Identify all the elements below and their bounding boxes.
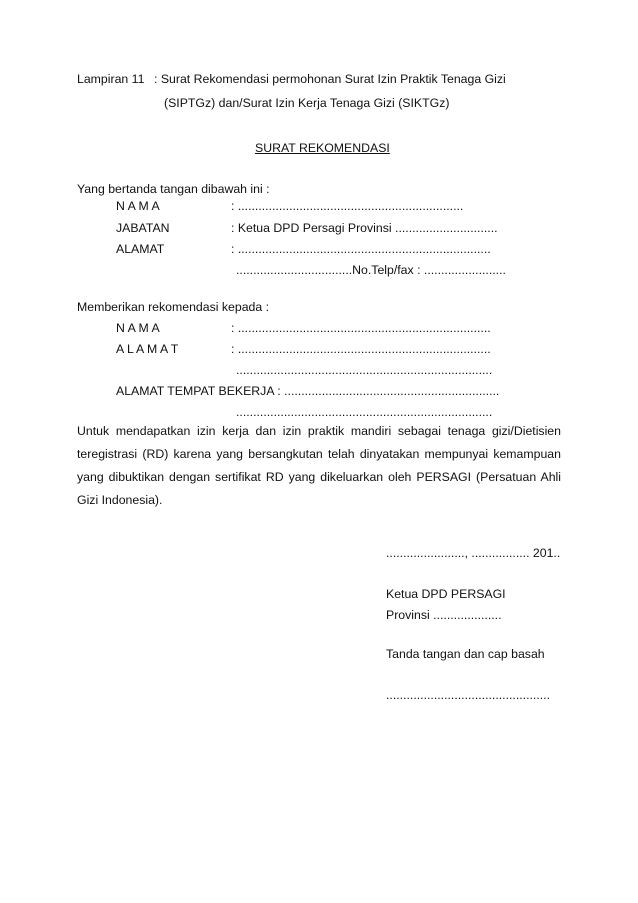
attachment-title-line1: : Surat Rekomendasi permohonan Surat Izin Praktik Tenaga Gizi — [154, 72, 506, 86]
signer-phone-field: ..................................No.Telp/fax : ........................ — [236, 263, 506, 277]
signature-line: ................................................ — [386, 688, 550, 702]
recipient-name-label: N A M A — [116, 321, 160, 335]
signer-title: Ketua DPD PERSAGI — [386, 587, 506, 601]
signer-address-label: ALAMAT — [116, 242, 165, 256]
signer-province-field: Provinsi .................... — [386, 608, 502, 622]
signer-position-label: JABATAN — [116, 221, 170, 235]
signer-intro: Yang bertanda tangan dibawah ini : — [77, 182, 270, 196]
attachment-label: Lampiran 11 — [77, 72, 145, 86]
date-place-field: ......................., ................. 201.. — [386, 546, 561, 560]
document-title: SURAT REKOMENDASI — [255, 141, 390, 155]
recipient-name-field: : .......................................................................... — [231, 321, 491, 335]
signer-name-field: : .................................................................. — [231, 199, 464, 213]
workplace-address-label: ALAMAT TEMPAT BEKERJA : ............................................................... — [116, 384, 500, 398]
workplace-address-field: ............................................................... — [284, 384, 500, 398]
body-paragraph: Untuk mendapatkan izin kerja dan izin praktik mandiri sebagai tenaga gizi/Dietisien teregistrasi (RD) karena yang bersangkutan telah dinyatakan mempunyai kemampuan yang dibuktikan dengan sertifikat RD yang dikeluarkan oleh PERSAGI (Persatuan Ahli Gizi Indonesia). — [77, 424, 561, 507]
recipient-address-label: A L A M A T — [116, 342, 179, 356]
recipient-address-field: : .......................................................................... — [231, 342, 491, 356]
signer-position-field: : Ketua DPD Persagi Provinsi .............................. — [231, 221, 498, 235]
signature-instruction: Tanda tangan dan cap basah — [386, 647, 545, 661]
recipient-address-field-2: ........................................................................... — [236, 363, 493, 377]
recipient-intro: Memberikan rekomendasi kepada : — [77, 300, 270, 314]
attachment-title-line2: (SIPTGz) dan/Surat Izin Kerja Tenaga Gizi (SIKTGz) — [164, 96, 450, 110]
signer-name-label: N A M A — [116, 199, 160, 213]
workplace-address-field-2: ........................................................................... — [236, 405, 493, 419]
signer-address-field: : .......................................................................... — [231, 242, 491, 256]
